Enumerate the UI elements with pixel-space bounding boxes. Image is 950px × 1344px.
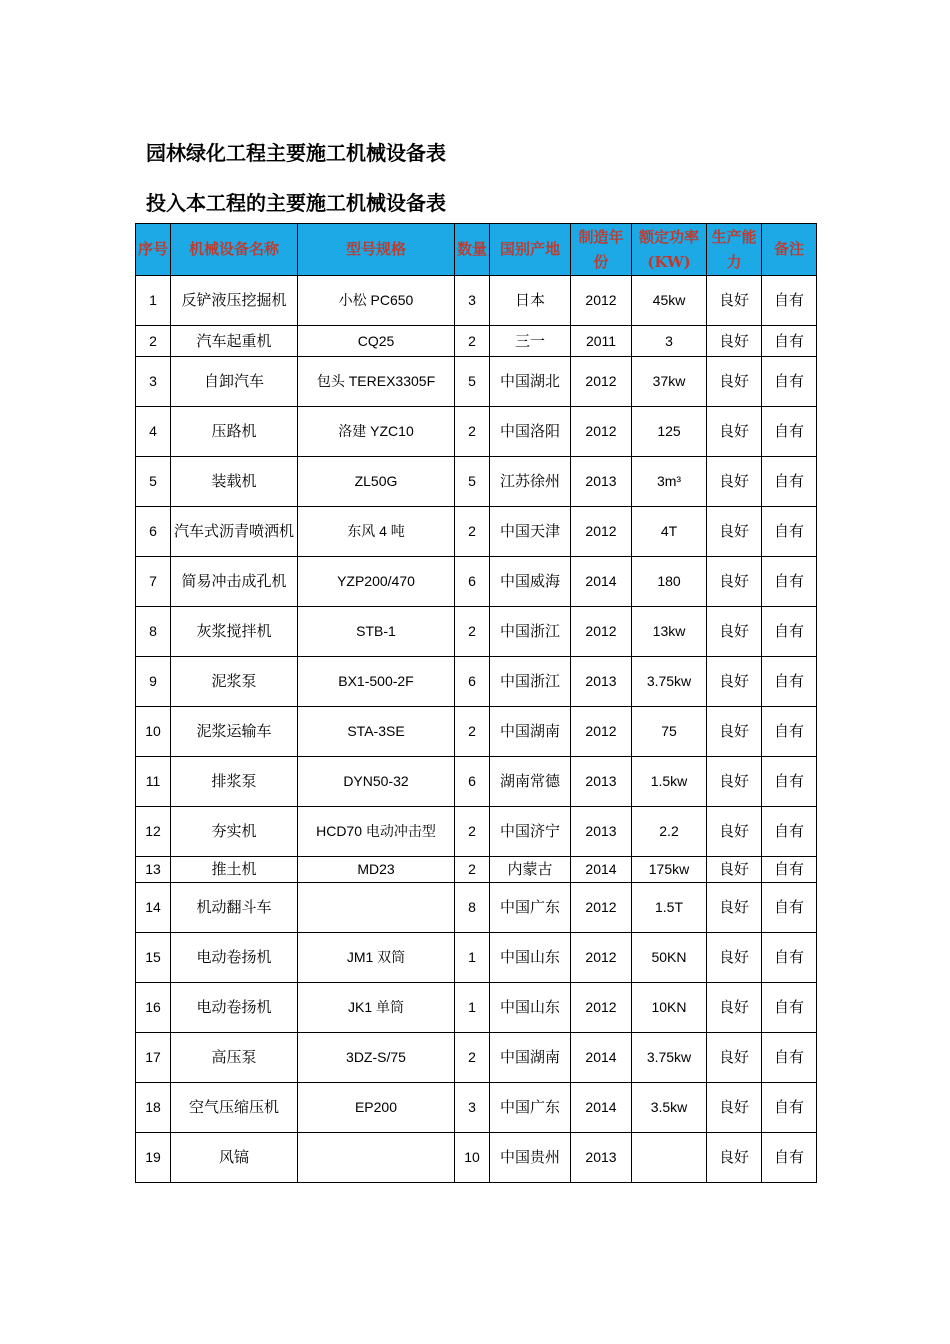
cell-no: 5 xyxy=(136,457,171,507)
cell-origin: 中国湖南 xyxy=(490,1033,571,1083)
table-row xyxy=(136,357,817,407)
cell-note: 自有 xyxy=(762,457,817,507)
cell-qty: 1 xyxy=(455,933,490,983)
cell-no: 12 xyxy=(136,807,171,857)
table-row xyxy=(136,1083,817,1133)
cell-origin: 日本 xyxy=(490,276,571,326)
cell-model: DYN50-32 xyxy=(298,757,455,807)
cell-ability: 良好 xyxy=(707,857,762,883)
cell-origin: 中国浙江 xyxy=(490,657,571,707)
cell-model: STA-3SE xyxy=(298,707,455,757)
cell-note: 自有 xyxy=(762,276,817,326)
cell-year: 2014 xyxy=(571,557,632,607)
cell-qty: 6 xyxy=(455,557,490,607)
cell-model: 东风 4 吨 xyxy=(298,507,455,557)
cell-year: 2014 xyxy=(571,1033,632,1083)
cell-qty: 2 xyxy=(455,857,490,883)
table-title: 投入本工程的主要施工机械设备表 xyxy=(146,191,446,215)
cell-no: 4 xyxy=(136,407,171,457)
cell-note: 自有 xyxy=(762,1033,817,1083)
table-row xyxy=(136,276,817,326)
cell-note: 自有 xyxy=(762,657,817,707)
cell-name: 自卸汽车 xyxy=(171,357,298,407)
cell-power: 13kw xyxy=(632,607,707,657)
table-row xyxy=(136,557,817,607)
cell-model xyxy=(298,1133,455,1183)
cell-note: 自有 xyxy=(762,857,817,883)
cell-model: JK1 单筒 xyxy=(298,983,455,1033)
cell-origin: 江苏徐州 xyxy=(490,457,571,507)
cell-no: 18 xyxy=(136,1083,171,1133)
table-row xyxy=(136,407,817,457)
cell-qty: 10 xyxy=(455,1133,490,1183)
cell-power: 3 xyxy=(632,326,707,357)
cell-name: 推土机 xyxy=(171,857,298,883)
cell-ability: 良好 xyxy=(707,507,762,557)
cell-note: 自有 xyxy=(762,933,817,983)
cell-name: 电动卷扬机 xyxy=(171,983,298,1033)
table-row xyxy=(136,657,817,707)
cell-name: 电动卷扬机 xyxy=(171,933,298,983)
table-row xyxy=(136,326,817,357)
cell-model: BX1-500-2F xyxy=(298,657,455,707)
cell-ability: 良好 xyxy=(707,457,762,507)
cell-no: 9 xyxy=(136,657,171,707)
cell-origin: 中国山东 xyxy=(490,933,571,983)
cell-no: 6 xyxy=(136,507,171,557)
cell-no: 7 xyxy=(136,557,171,607)
cell-name: 排浆泵 xyxy=(171,757,298,807)
cell-origin: 中国广东 xyxy=(490,1083,571,1133)
cell-ability: 良好 xyxy=(707,883,762,933)
cell-origin: 中国浙江 xyxy=(490,607,571,657)
cell-qty: 2 xyxy=(455,407,490,457)
cell-note: 自有 xyxy=(762,807,817,857)
cell-name: 装载机 xyxy=(171,457,298,507)
cell-power: 180 xyxy=(632,557,707,607)
cell-power: 3.75kw xyxy=(632,1033,707,1083)
cell-power: 4T xyxy=(632,507,707,557)
cell-model: EP200 xyxy=(298,1083,455,1133)
cell-qty: 3 xyxy=(455,1083,490,1133)
cell-name: 空气压缩压机 xyxy=(171,1083,298,1133)
cell-power: 3m³ xyxy=(632,457,707,507)
cell-model: 3DZ-S/75 xyxy=(298,1033,455,1083)
cell-origin: 中国济宁 xyxy=(490,807,571,857)
table-row xyxy=(136,807,817,857)
cell-power: 50KN xyxy=(632,933,707,983)
cell-origin: 三一 xyxy=(490,326,571,357)
cell-note: 自有 xyxy=(762,757,817,807)
cell-ability: 良好 xyxy=(707,707,762,757)
header-cell-qty: 数量 xyxy=(455,224,490,276)
cell-origin: 中国洛阳 xyxy=(490,407,571,457)
cell-no: 1 xyxy=(136,276,171,326)
cell-power: 45kw xyxy=(632,276,707,326)
cell-qty: 5 xyxy=(455,457,490,507)
cell-note: 自有 xyxy=(762,507,817,557)
cell-name: 机动翻斗车 xyxy=(171,883,298,933)
cell-power: 10KN xyxy=(632,983,707,1033)
table-row xyxy=(136,507,817,557)
cell-model: MD23 xyxy=(298,857,455,883)
cell-power: 2.2 xyxy=(632,807,707,857)
cell-note: 自有 xyxy=(762,707,817,757)
header-cell-note: 备注 xyxy=(762,224,817,276)
cell-name: 泥浆泵 xyxy=(171,657,298,707)
header-cell-name: 机械设备名称 xyxy=(171,224,298,276)
cell-no: 15 xyxy=(136,933,171,983)
cell-year: 2012 xyxy=(571,707,632,757)
cell-no: 13 xyxy=(136,857,171,883)
cell-name: 简易冲击成孔机 xyxy=(171,557,298,607)
cell-name: 反铲液压挖掘机 xyxy=(171,276,298,326)
cell-qty: 2 xyxy=(455,1033,490,1083)
cell-origin: 中国威海 xyxy=(490,557,571,607)
cell-origin: 中国天津 xyxy=(490,507,571,557)
cell-name: 高压泵 xyxy=(171,1033,298,1083)
table-row xyxy=(136,457,817,507)
cell-model: ZL50G xyxy=(298,457,455,507)
cell-power: 3.75kw xyxy=(632,657,707,707)
cell-qty: 6 xyxy=(455,757,490,807)
cell-qty: 3 xyxy=(455,276,490,326)
cell-power: 1.5T xyxy=(632,883,707,933)
cell-year: 2013 xyxy=(571,757,632,807)
cell-model: CQ25 xyxy=(298,326,455,357)
cell-no: 14 xyxy=(136,883,171,933)
cell-no: 10 xyxy=(136,707,171,757)
document-title: 园林绿化工程主要施工机械设备表 xyxy=(146,141,446,165)
cell-qty: 1 xyxy=(455,983,490,1033)
header-cell-model: 型号规格 xyxy=(298,224,455,276)
cell-no: 3 xyxy=(136,357,171,407)
table-row xyxy=(136,607,817,657)
cell-ability: 良好 xyxy=(707,983,762,1033)
cell-origin: 中国山东 xyxy=(490,983,571,1033)
cell-note: 自有 xyxy=(762,607,817,657)
cell-year: 2014 xyxy=(571,857,632,883)
cell-no: 8 xyxy=(136,607,171,657)
cell-model: STB-1 xyxy=(298,607,455,657)
cell-model: 小松 PC650 xyxy=(298,276,455,326)
cell-origin: 中国贵州 xyxy=(490,1133,571,1183)
cell-year: 2012 xyxy=(571,407,632,457)
table-row xyxy=(136,707,817,757)
cell-origin: 中国湖北 xyxy=(490,357,571,407)
cell-power: 37kw xyxy=(632,357,707,407)
cell-name: 汽车起重机 xyxy=(171,326,298,357)
cell-ability: 良好 xyxy=(707,757,762,807)
cell-no: 19 xyxy=(136,1133,171,1183)
cell-year: 2013 xyxy=(571,457,632,507)
cell-note: 自有 xyxy=(762,883,817,933)
cell-year: 2014 xyxy=(571,1083,632,1133)
table-row xyxy=(136,857,817,883)
table-header-row xyxy=(136,224,817,276)
header-cell-year: 制造年份 xyxy=(571,224,632,276)
cell-model xyxy=(298,883,455,933)
table-row xyxy=(136,883,817,933)
header-cell-origin: 国别产地 xyxy=(490,224,571,276)
cell-ability: 良好 xyxy=(707,1033,762,1083)
cell-model: 洛建 YZC10 xyxy=(298,407,455,457)
cell-power: 3.5kw xyxy=(632,1083,707,1133)
header-cell-power: 额定功率(KW) xyxy=(632,224,707,276)
cell-ability: 良好 xyxy=(707,807,762,857)
cell-name: 风镐 xyxy=(171,1133,298,1183)
cell-ability: 良好 xyxy=(707,1133,762,1183)
cell-no: 11 xyxy=(136,757,171,807)
cell-note: 自有 xyxy=(762,557,817,607)
cell-year: 2013 xyxy=(571,1133,632,1183)
cell-note: 自有 xyxy=(762,1083,817,1133)
cell-ability: 良好 xyxy=(707,326,762,357)
cell-qty: 2 xyxy=(455,707,490,757)
cell-note: 自有 xyxy=(762,1133,817,1183)
table-row xyxy=(136,983,817,1033)
table-row xyxy=(136,1033,817,1083)
cell-origin: 中国广东 xyxy=(490,883,571,933)
cell-ability: 良好 xyxy=(707,276,762,326)
cell-power xyxy=(632,1133,707,1183)
cell-year: 2013 xyxy=(571,657,632,707)
cell-name: 夯实机 xyxy=(171,807,298,857)
cell-note: 自有 xyxy=(762,407,817,457)
cell-ability: 良好 xyxy=(707,657,762,707)
header-cell-no: 序号 xyxy=(136,224,171,276)
table-row xyxy=(136,757,817,807)
cell-no: 16 xyxy=(136,983,171,1033)
cell-year: 2012 xyxy=(571,607,632,657)
cell-year: 2012 xyxy=(571,933,632,983)
cell-year: 2013 xyxy=(571,807,632,857)
cell-qty: 2 xyxy=(455,607,490,657)
cell-year: 2012 xyxy=(571,276,632,326)
cell-year: 2012 xyxy=(571,507,632,557)
cell-no: 2 xyxy=(136,326,171,357)
cell-ability: 良好 xyxy=(707,557,762,607)
cell-ability: 良好 xyxy=(707,1083,762,1133)
cell-year: 2011 xyxy=(571,326,632,357)
cell-power: 75 xyxy=(632,707,707,757)
cell-origin: 内蒙古 xyxy=(490,857,571,883)
cell-qty: 5 xyxy=(455,357,490,407)
cell-qty: 8 xyxy=(455,883,490,933)
cell-qty: 2 xyxy=(455,807,490,857)
table-row xyxy=(136,1133,817,1183)
cell-year: 2012 xyxy=(571,357,632,407)
header-cell-ability: 生产能力 xyxy=(707,224,762,276)
equipment-table xyxy=(135,223,817,1183)
cell-note: 自有 xyxy=(762,357,817,407)
cell-year: 2012 xyxy=(571,883,632,933)
cell-model: JM1 双筒 xyxy=(298,933,455,983)
cell-name: 压路机 xyxy=(171,407,298,457)
cell-ability: 良好 xyxy=(707,607,762,657)
cell-no: 17 xyxy=(136,1033,171,1083)
cell-power: 175kw xyxy=(632,857,707,883)
cell-model: YZP200/470 xyxy=(298,557,455,607)
cell-name: 灰浆搅拌机 xyxy=(171,607,298,657)
cell-note: 自有 xyxy=(762,326,817,357)
cell-note: 自有 xyxy=(762,983,817,1033)
cell-name: 泥浆运输车 xyxy=(171,707,298,757)
cell-qty: 2 xyxy=(455,326,490,357)
cell-qty: 2 xyxy=(455,507,490,557)
cell-qty: 6 xyxy=(455,657,490,707)
cell-power: 125 xyxy=(632,407,707,457)
cell-ability: 良好 xyxy=(707,357,762,407)
cell-origin: 湖南常德 xyxy=(490,757,571,807)
cell-model: 包头 TEREX3305F xyxy=(298,357,455,407)
cell-ability: 良好 xyxy=(707,407,762,457)
cell-name: 汽车式沥青喷洒机 xyxy=(171,507,298,557)
cell-model: HCD70 电动冲击型 xyxy=(298,807,455,857)
table-row xyxy=(136,933,817,983)
cell-year: 2012 xyxy=(571,983,632,1033)
cell-power: 1.5kw xyxy=(632,757,707,807)
cell-ability: 良好 xyxy=(707,933,762,983)
cell-origin: 中国湖南 xyxy=(490,707,571,757)
